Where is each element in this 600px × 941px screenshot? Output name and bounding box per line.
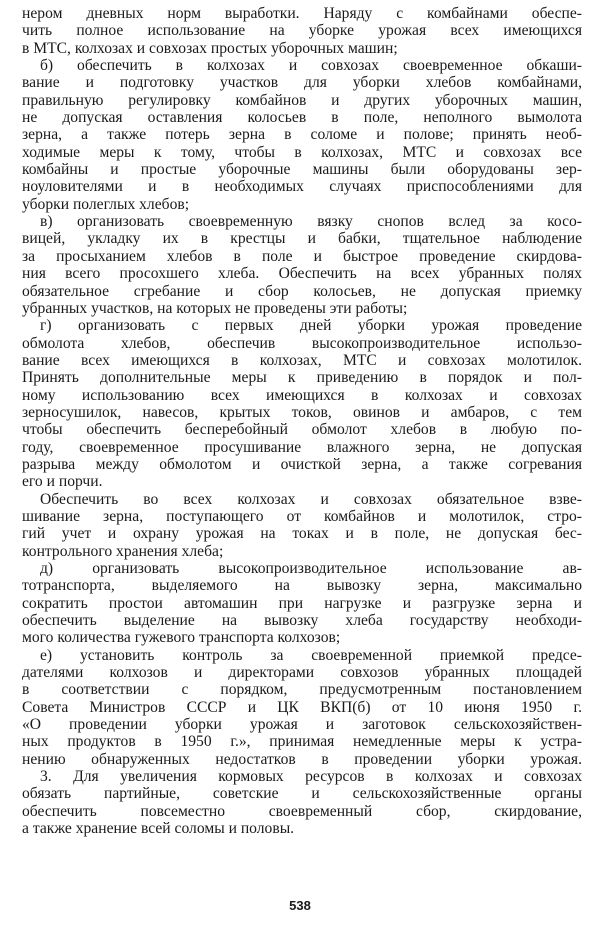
text-line: г) организовать с первых дней уборки урожая проведение: [40, 317, 582, 335]
document-body: [22, 5, 582, 838]
text-line: чтобы обеспечить бесперебойный обмолот хлебов в любую по-: [22, 421, 582, 439]
text-line: д) организовать высокопроизводительное использование ав-: [40, 560, 582, 577]
text-line: ноуловителями и в необходимых случаях приспособлениями для: [22, 178, 582, 196]
text-line: Принять дополнительные меры к приведению в порядок и пол-: [22, 369, 582, 387]
text-line: контрольного хранения хлеба;: [22, 542, 224, 560]
text-line: его и порчи.: [22, 473, 103, 491]
text-line: ходимые меры к тому, чтобы в колхозах, МТС и совхозах все: [22, 143, 582, 161]
text-line: вание и подготовку участков для уборки хлебов комбайнами,: [22, 74, 582, 92]
text-line: ному использованию всех имеющихся в колхозах и совхозах: [22, 386, 582, 404]
text-line: Совета Министров СССР и ЦК ВКП(б) от 10 июня 1950 г.: [22, 698, 582, 716]
text-line: не допуская оставления колосьев в поле, неполного вымолота: [22, 109, 582, 127]
text-line: ных продуктов в 1950 г.», принимая немедленные меры к устра-: [22, 733, 582, 751]
text-line: в) организовать своевременную вязку снопов вслед за косо-: [40, 213, 582, 231]
text-line: дателями колхозов и директорами совхозов убранных площадей: [22, 664, 582, 682]
text-line: вание всех имеющихся в колхозах, МТС и совхозах молотилок.: [22, 351, 582, 369]
text-line: «О проведении уборки урожая и заготовок сельскохозяйствен-: [22, 716, 582, 734]
text-line: Обеспечить во всех колхозах и совхозах обязательное взве-: [40, 490, 582, 508]
text-line: нению обнаруженных недостатков в проведении уборки урожая.: [22, 750, 582, 768]
page-number: 538: [289, 898, 311, 913]
text-line: а также хранение всей соломы и половы.: [22, 820, 295, 838]
text-line: мого количества гужевого транспорта колхозов;: [22, 629, 341, 647]
text-line: в МТС, колхозах и совхозах простых уборочных машин;: [22, 39, 398, 57]
text-line: правильную регулировку комбайнов и других уборочных машин,: [22, 91, 582, 109]
text-line: за просыханием хлебов в поле и быстрое проведение скирдова-: [22, 247, 582, 265]
text-line: обмолота хлебов, обеспечив высокопроизводительное использо-: [22, 334, 582, 352]
text-line: зерна, а также потерь зерна в соломе и полове; принять необ-: [22, 126, 582, 144]
text-line: ния всего просохшего хлеба. Обеспечить на всех убранных полях: [22, 265, 582, 283]
text-line: комбайны и простые уборочные машины были оборудованы зер-: [22, 161, 582, 179]
text-line: б) обеспечить в колхозах и совхозах своевременное обкаши-: [40, 57, 582, 75]
text-line: чить полное использование на уборке урожая всех имеющихся: [22, 22, 582, 40]
text-line: уборки полеглых хлебов;: [22, 195, 190, 213]
text-line: вицей, укладку их в крестцы и бабки, тщательное наблюдение: [22, 230, 582, 248]
text-line: обязать партийные, советские и сельскохозяйственные органы: [22, 785, 582, 803]
text-line: обязательное сгребание и сбор колосьев, не допуская приемку: [22, 282, 582, 300]
text-line: зерносушилок, навесов, крытых токов, овинов и амбаров, с тем: [22, 403, 582, 421]
text-line: сократить простои автомашин при нагрузке и разгрузке зерна и: [22, 594, 582, 612]
text-line: 3. Для увеличения кормовых ресурсов в колхозах и совхозах: [40, 768, 582, 786]
text-line: гий учет и охрану урожая на токах и в поле, не допуская бес-: [22, 525, 582, 543]
text-line: нером дневных норм выработки. Наряду с комбайнами обеспе-: [22, 5, 582, 22]
text-line: убранных участков, на которых не проведены эти работы;: [22, 299, 408, 317]
text-line: разрыва между обмолотом и очисткой зерна, а также согревания: [22, 455, 582, 473]
text-line: шивание зерна, поступающего от комбайнов и молотилок, стро-: [22, 507, 582, 525]
text-line: тотранспорта, выделяемого на вывозку зерна, максимально: [22, 577, 582, 595]
text-line: е) установить контроль за своевременной приемкой предсе-: [40, 646, 582, 664]
text-line: в соответствии с порядком, предусмотренным постановлением: [22, 681, 582, 699]
text-line: обеспечить повсеместно своевременный сбор, скирдование,: [22, 802, 582, 820]
text-line: обеспечить выделение на вывозку хлеба государству необходи-: [22, 612, 582, 630]
text-line: году, своевременное просушивание влажного зерна, не допуская: [22, 438, 582, 456]
